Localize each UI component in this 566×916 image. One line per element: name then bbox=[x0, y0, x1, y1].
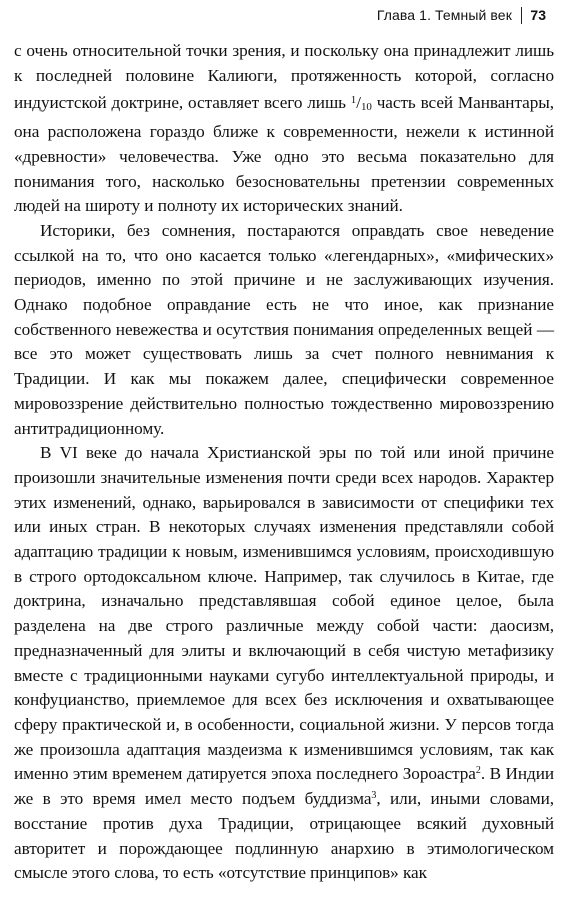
paragraph-1-text-a: с очень относительной точки зрения, и поскольку она принадлежит лишь к последней половине Калиюги, протяженность которой, согласно индуистской доктрине, оставляет всего лишь bbox=[14, 41, 554, 113]
paragraph-3-text-c: , или, иными словами, восстание против духа Традиции, отрицающее всякий духовный авторитет и порождающее подлинную анархию в этимологическом смысле этого слова, то есть «отсутствие принципов» как bbox=[14, 789, 554, 883]
fraction-numerator: 1 bbox=[350, 94, 357, 107]
page-number: 73 bbox=[530, 7, 546, 23]
footnote-ref-3[interactable]: 3 bbox=[371, 790, 377, 802]
paragraph-3 bbox=[14, 441, 554, 886]
paragraph-3-text-a: В VI веке до начала Христианской эры по той или иной причине произошли значительные изменения почти среди всех народов. Характер этих изменений, однако, варьировался в зависимости от специфики тех или иных стран. В некоторых случаях изменения представляли собой адаптацию традиции к новым, изменившимся условиям, происходившую в строго ортодоксальном ключе. Например, так случилось в Китае, где доктрина, изначально представлявшая собой единое целое, была разделена на две строго различные между собой части: даосизм, предназначенный для элиты и включающий в себя чистую метафизику вместе с традиционными науками сугубо интеллектуальной природы, и конфуцианство, приемлемое для всех без исключения и охватывающее сферу практической и, в особенности, социальной жизни. У персов тогда же произошла адаптация маздеизма к изменившимся условиям, так как именно этим временем датируется эпоха последнего Зороастра bbox=[14, 443, 554, 784]
page-body bbox=[14, 39, 554, 886]
paragraph-2: Историки, без сомнения, постараются оправдать свое неведение ссылкой на то, что оно касается только «легендарных», «мифических» периодов, именно по этой причине и не заслуживающих изучения. Однако подобное оправдание есть не что иное, как признание собственного невежества и осутствия понимания определенных вещей — все это может существовать лишь за счет полного невнимания к Традиции. И как мы покажем далее, специфически современное мировоззрение действительно полностью тождественно мировоззрению антитрадиционному. bbox=[14, 220, 554, 438]
chapter-title: Глава 1. Темный век bbox=[376, 7, 512, 23]
paragraph-1 bbox=[14, 39, 554, 219]
fraction-denominator: 10 bbox=[360, 101, 372, 114]
running-head bbox=[377, 4, 546, 26]
footnote-ref-2[interactable]: 2 bbox=[475, 765, 481, 777]
paragraph-1-text-b: часть всей Манвантары, она расположена гораздо ближе к современности, нежели к истинной «древности» человечества. Уже одно это весьма показательно для понимания того, насколько безосновательны претензии современных людей на широту и полноту их исторических знаний. bbox=[14, 93, 554, 216]
fraction-slash: / bbox=[356, 93, 361, 113]
fraction-one-tenth bbox=[350, 93, 372, 114]
header-divider bbox=[521, 7, 523, 24]
paragraph-3-text-b: . В Индии же в это время имел место подъем буддизма bbox=[14, 764, 555, 809]
